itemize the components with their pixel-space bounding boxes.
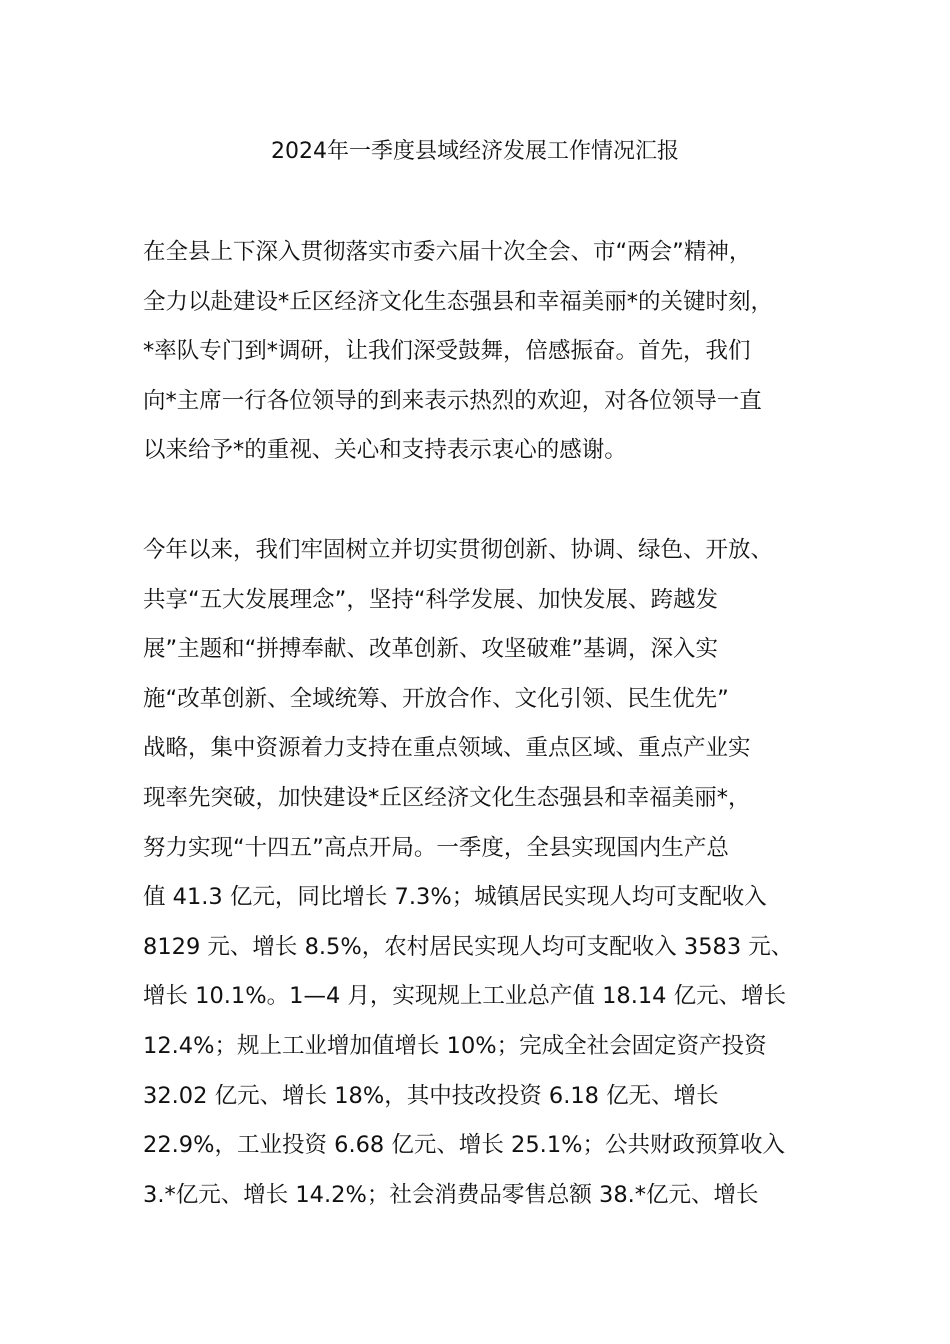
paragraph-line: 现率先突破，加快建设*丘区经济文化生态强县和幸福美丽*， <box>143 784 751 811</box>
paragraph-line: 努力实现“十四五”高点开局。一季度，全县实现国内生产总 <box>143 834 729 861</box>
paragraph-line: 以来给予*的重视、关心和支持表示衷心的感谢。 <box>143 437 627 464</box>
paragraph-line: 战略，集中资源着力支持在重点领域、重点区域、重点产业实 <box>143 735 751 762</box>
paragraph-line: *率队专门到*调研，让我们深受鼓舞，倍感振奋。首先，我们 <box>143 338 751 365</box>
paragraph-line: 今年以来，我们牢固树立并切实贯彻创新、协调、绿色、开放、 <box>143 537 774 563</box>
paragraph-line: 值 41.3 亿元，同比增长 7.3%；城镇居民实现人均可支配收入 <box>143 884 767 911</box>
paragraph-line: 全力以赴建设*丘区经济文化生态强县和幸福美丽*的关键时刻， <box>143 288 774 315</box>
paragraph-line: 共享“五大发展理念”，坚持“科学发展、加快发展、跨越发 <box>143 586 718 613</box>
paragraph-line: 在全县上下深入贯彻落实市委六届十次全会、市“两会”精神， <box>143 239 752 265</box>
paragraph-line: 8129 元、增长 8.5%，农村居民实现人均可支配收入 3583 元、 <box>143 933 794 960</box>
document-title: 2024年一季度县域经济发展工作情况汇报 <box>271 139 679 164</box>
paragraph-line: 12.4%；规上工业增加值增长 10%；完成全社会固定资产投资 <box>143 1032 767 1059</box>
paragraph-line: 展”主题和“拼搏奉献、改革创新、攻坚破难”基调，深入实 <box>143 636 718 663</box>
paragraph-line: 22.9%，工业投资 6.68 亿元、增长 25.1%；公共财政预算收入 <box>143 1132 786 1159</box>
paragraph-line: 向*主席一行各位领导的到来表示热烈的欢迎，对各位领导一直 <box>143 387 762 414</box>
paragraph-line: 32.02 亿元、增长 18%，其中技改投资 6.18 亿无、增长 <box>143 1082 719 1109</box>
paragraph-line: 增长 10.1%。1—4 月，实现规上工业总产值 18.14 亿元、增长 <box>143 983 787 1010</box>
paragraph-intro <box>143 232 823 480</box>
paragraph-progress <box>143 530 823 1224</box>
paragraph-line: 3.*亿元、增长 14.2%；社会消费品零售总额 38.*亿元、增长 <box>143 1181 759 1208</box>
paragraph-line: 施“改革创新、全域统筹、开放合作、文化引领、民生优先” <box>143 685 729 712</box>
